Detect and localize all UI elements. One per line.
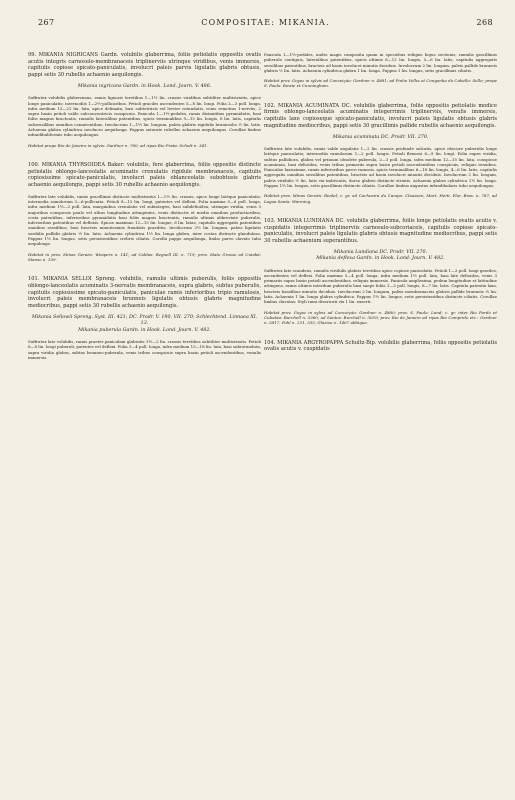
running-header bbox=[24, 18, 501, 36]
habitat-100: Habitat in prov. Minas Geraës: Weapers n. 141; ad Caldas: Regnell III. n. 719; prov. Mato Grosso ad Cuiabá: Manso n. 109. bbox=[28, 251, 261, 262]
species-entry-103: 103. MIKANIA LUNDIANA DC. volubilis glaberrima, foliis longe petiolatis ovatis acutis v. cuspidatis integerrimis triplinerviis carnosulo-subcoriaceis, capitulis copiose spicato-paniculatis, involucri paleis ligulatis glabris obtusis magnitudine mediocribus, pappi setis 30 rubellis achaenium superantibus. bbox=[264, 217, 497, 245]
species-entry-104: 104. MIKANIA ARGYROPAPPA Schultz-Bip. volubilis glaberrima, foliis oppositis petiolatis ovatis acutis v. cuspidatis bbox=[264, 339, 497, 353]
species-entry-101: 101. MIKANIA SELLOI Spreng. volubilis, ramulis ultimis puberulis, foliis oppositis oblongo-lanceolatis acuminatis 3-nervatis membranaceis, supra glabris, subtus puberulis, capitulis copiosissime spicato-paniculatis, paniculae ramis inferioribus tripio ramulosis, involucri paleis membranaceis brunneis ligulatis obtusis glabris magnitudine mediocribus, pappi setis 30 rubellis achaenio aequilongis. bbox=[28, 276, 261, 310]
citation-101-b: Mikania puberula Gardn. in Hook. Lond. Journ. V. 482. bbox=[78, 327, 211, 333]
citation-103-b: Mikania deflexa Gardn. in Hook. Lond. Journ. V. 482. bbox=[316, 256, 445, 262]
right-column bbox=[264, 52, 497, 360]
citation-101-a: Mikania Sellowii Spreng. Syst. III. 421; DC. Prodr. V. 190, VII. 270; Schlechtend. Linnaea XI. 13. bbox=[31, 314, 258, 327]
citation-102: Mikania acuminata DC. Prodr. VII. 270. bbox=[332, 134, 429, 140]
description-101-continued: Panicula 1—1½-pedales, multo magis composita quam in speciebus reliquis hujus sectionis, ramulis gracillimis puberulo contiguis, lateralibus patentibus, spicis ultimis 6—12 lin. longis, 5—6 lin. latis, capitulis aggregatis sessilibus patentibus, bracteis ad basin involucri minutis deciduis. Involucrum 2 lin. longum, paleis pallide brunneis glabris ⅕ lin. latis. Achaenia cylindrica glabra 1 lin. longa. Pappus 1 lin. longus, setis gracillimis ciliatis. bbox=[264, 52, 497, 73]
habitat-101: Habitat prov. Goyaz in sylvis ad Conceição: Gardner n. 4881; ad Pinho Velha et Congonha do Cabello: Sello; prope S. Paulo: Bowie et Cunningham. bbox=[264, 78, 497, 89]
species-entry-99: 99. MIKANIA NIGRICANS Gardn. volubilis glaberrima, foliis petiolatis oppositis ovatis acutis integris carnosulo-membranaceis triplinerviis utrinque viridibus, venis immersis, capitulis copiose spicato-paniculatis, involucri paleis parvis ligulatis glabris obtusis, pappi setis 30 rubellis achaenio aequilongis. bbox=[28, 52, 261, 79]
description-103: Suffrutex late scandens, ramulis viridulis glabris teretibus apice copiose paniculatis. Petioli 1—2 poll. longi graciles, ascendentes vel deflexi. Folia maxima 3—4 poll. longa, infra medium 1½ poll. lata, basi late deltoidea, venis 3 primariis supra basin petioli ascendentibus, reliquis immersis. Panicula amplissima, pedem longitudine et latitudine attingens, ramis ultimis interdum puberulis basi saepe foliis 1—2 poll. longis, 6—7 lin. latis. Capitula patentia laxa, bracteis basalibus minutis deciduis. Involucrum 2 lin. longum, paleis membranaceis glabris pallide brunneis ⅓ lin. latis. Achaenia 1 lin. longa glabra cylindrica. Pappus 1½ lin. longus, setis persistentibus distincte ciliatis. Corollae limbus clavatus: Styli rami divaricati vix 1 lin. exserti. bbox=[264, 267, 497, 305]
left-page-number: 267 bbox=[38, 18, 55, 27]
habitat-102: Habitat prov. Minas Geraës: Riedel; c. gr. ad Cachoeira do Campo: Claussen, Mart. Herb. Flor. Bras. n. 787; ad Lagoa Santa: Warming. bbox=[264, 193, 497, 204]
description-100: Suffrutex late volubilis, ramis gracillimis distincte multistriatis 1—1½ lin. crassis, apice longe latéque paniculatis; internodia ramulorum 3—6-pollicaria. Petioli 8—15 lin. longi, patentes vel deflexi. Folia maxima 5—6 poll. longa, infra medium 1½—2 poll. lata, marginibus crenulatis vel subintegris, basi subdeltoidea, utrinque viridia, venis 3 majoribus conspicuis paulo vel altius longitudine attingentes, venis distinctis et medio omnibus productioribus, costa patentibus, inferioribus pyramidatis basi foliis magnis bracteatis, ramulis ultimis abbreviate puberulis, inferioribus patentibus vel deflexis. Spicae maximae 12—15 lin. longae, 6 lin. latae, capitulis aggregatis patentibus omnibus sessilibus, basi bracteis minutissimis fraudatis praeditis. Involucrum 2½ lin. longum, paleis ligulatis sordidis pallidis glabris ⅓ lin. latis. Achaenia cylindrica 1½ lin. longa glabra, inter costas distincte glandulosa. Pappus 1½ lin. longus, setis persistentibus crebris ciliatis. Corolla pappo aequilonga, limbo parvo clavato tubo aequilongo. bbox=[28, 193, 261, 247]
habitat-103: Habitat prov. Goyaz in sylvis ad Conceição: Gardner n. 4880; prov. S. Paulo: Lund; c. gr. inter Rio Pardo et Cubatão: Burchell n. 5360; ad Santos: Burchell n. 3059; prov. Rio de Janeiro ad ripas Rio Comprido etc.: Gardner n. 5817, Pohl n. 231, 535, Glaziou n. 1467 alibique. bbox=[264, 309, 497, 326]
citation-103-a: Mikania Lundiana DC. Prodr. VII. 270. bbox=[333, 249, 428, 255]
species-entry-100: 100. MIKANIA THYRSOIDEA Baker: volubilis, fere glaberrima, foliis oppositis distincte petiolatis oblongo-lanceolatis acuminatis crenulatis rigidule membranaceis, capitulis copiosissime spicato-paniculatis, involucri paleis oblanceolatis subobtusis glabris achaenio aequilongis, pappi setis 30 rubellis achaenio aequilongis. bbox=[28, 161, 261, 188]
description-99: Suffrutex volubilis glaberrimus, ramis lignosis teretibus 1—1½ lin. crassis viridibus subtiliter multistriatis, apice longe paniculatis; internodiis 1—2½-pollicaribus. Petioli graciles ascendentes 5—8 lin. longi. Folia 2—3 poll. longa, infra medium 15—21 lin. lata, apice delimata, basi subtetrüsis vel leviter rotundatis, venis remotius 1-nerviis, 2 supra basin petioli valde subconcentricis conspicuis. Panicula 1—1½-pedales, ramis distantibus pyramidatis, basi foliis magnis bracteatis, ramulis lateralibus patentibus, spicis terminalibus 9—15 lin. longis, 6 lin. latis, capitulis subsessilibus omnibus conniventibus. Involucrum 1—1½ lin. longum, paleis glabris rigidulis brunneolis ⅕ lin. latis. Achaenia glabra cylindrica involucro aequilonga. Pappus saturate rubellus achaenio aequilongus. Corollae limbus infundibuliformis tubo aequilongus. bbox=[28, 95, 261, 138]
species-entry-102: 102. MIKANIA ACUMINATA DC. volubilis glaberrima, foliis oppositis petiolatis modice firmis oblongo-lanceolatis acuminatis integerrimis triplinerviis, venulis immersis, capitulis laxe copioseque spicato-paniculatis, involucri paleis ligulatis obtusis glabris magnitudine mediocribus, pappi setis 30 gracillimis pallide rubellis achaenio aequilongis. bbox=[264, 102, 497, 129]
description-102: Suffrutex late volubilis, ramis valde angulatis 1—2 lin. crassis profunde sulcatis, apice obscure puberulis longe latéque paniculatis; internodiis ramulorum 1—2 poll. longis. Petioli flexuosi 6—9 lin. longi. Folia supra viridia, subtus pallidiora, glabra vel primum obsolete puberula, 2—3 poll. longa, infra medium 12—15 lin. lata, conspicue acuminata, basi deltoidea, venis tribus primariis supra basin petioli ascendentibus conspicuis, reliquis tenuibus. Paniculae laxissimae, ramis inferioribus parce ramosis, spicis terminalibus 6—18 lin. longis, 4—6 lin. latis, capitulis aggregatis omnibus sessilibus patentibus, bracteis ad basin involucri minutis deciduis. Involucrum 2 lin. longum, paleis viridulis ⅕ lin. latis vix imbricatis, dorso glabris distincte striatis. Achaenia glabra cylindrica 1½ lin. longa. Pappus 1½ lin. longus, setis gracillimis distincte ciliatis. Corollae limbus angustus infundibularis tubo aequilongus. bbox=[264, 146, 497, 189]
running-title: COMPOSITAE: MIKANIA. bbox=[201, 18, 330, 27]
citation-99: Mikania nigricans Gardn. in Hook. Lond. Journ. V. 486. bbox=[77, 83, 212, 89]
two-column-body bbox=[24, 52, 501, 360]
habitat-99: Habitat prope Rio de Janeiro in sylvis: Gardner n. 780; ad ripas Rio Prata: Schott n. 341. bbox=[28, 142, 208, 148]
description-101: Suffrutex late volubilis, ramis praeter paniculam glabratis 1½—2 lin. crassis teretibus subtiliter multistriatis. Petioli 6—8 lin. longi puberuli, patentes vel deflexi. Folia 3—4 poll. longa, infra medium 15—18 lin. lata, basi subrotundata, supra viridia glabra, subtus brunneo-puberula, venis tribus conspicuis supra basin petioli ascendentibus, venulis immersis. bbox=[28, 339, 261, 360]
right-page-number: 268 bbox=[476, 18, 493, 27]
left-column bbox=[28, 52, 261, 360]
